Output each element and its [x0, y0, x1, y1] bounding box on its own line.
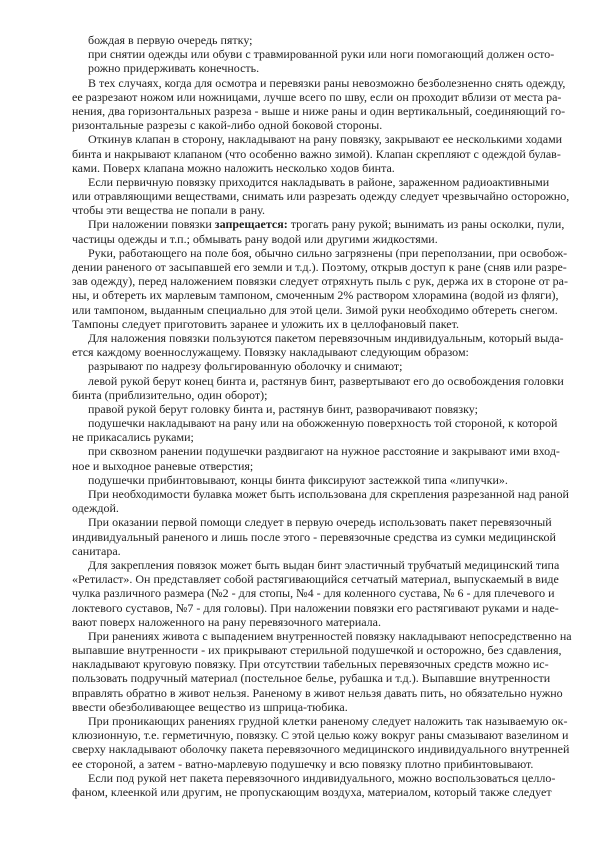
- text-line: не прикасались руками;: [72, 430, 194, 445]
- text-line: при снятии одежды или обуви с травмированной руки или ноги помогающий должен осто-: [88, 47, 555, 62]
- text-line: санитара.: [72, 543, 121, 558]
- paragraph: [72, 628, 572, 714]
- text-line: «Ретиласт». Он представляет собой растягивающийся сетчатый материал, выпускаемый в виде: [72, 572, 559, 587]
- paragraph: [72, 359, 520, 373]
- text-line: бинта (приблизительно, один оборот);: [72, 387, 268, 402]
- text-line: вают поверх наложенного на рану перевязочного материала.: [72, 614, 381, 629]
- text-line: Откинув клапан в сторону, накладывают на рану повязку, закрывают ее несколькими ходами: [88, 132, 563, 147]
- paragraph: [72, 174, 570, 218]
- paragraph: [72, 75, 566, 133]
- text-line: ками. Поверх клапана можно наложить несколько ходов бинта.: [72, 160, 395, 175]
- document-page: [72, 33, 572, 799]
- text-line: разрывают по надрезу фольгированную оболочку и снимают;: [88, 359, 403, 374]
- paragraph: [72, 132, 563, 175]
- bold-emphasis: запрещается:: [214, 217, 288, 232]
- text-line: Руки, работающего на поле боя, обычно сильно загрязнены (при переползании, при освобож-: [88, 245, 568, 260]
- text-line: ввести обезболивающее вещество из шприца-тюбика.: [72, 699, 348, 714]
- text-line: В тех случаях, когда для осмотра и перевязки раны невозможно безболезненно снять одежду,: [88, 75, 566, 90]
- text-line: бинта и накрывают клапаном (что особенно важно зимой). Клапан скрепляют с одеждой булав-: [72, 146, 561, 161]
- paragraph: [72, 444, 560, 473]
- text-line: ны, и обтереть их марлевым тампоном, смоченным 2% раствором хлорамина (водой из фляги),: [72, 288, 559, 303]
- paragraph: [72, 373, 564, 402]
- text-line: вправлять обратно в живот нельзя. Раненому в живот нельзя давать пить, но обязательно нужно: [72, 685, 563, 700]
- text-line: правой рукой берут головку бинта и, растянув бинт, разворачивают повязку;: [88, 401, 478, 416]
- text-line: Тампоны следует приготовить заранее и уложить их в целлофановый пакет.: [72, 316, 459, 331]
- text-line: ее разрезают ножом или ножницами, лучше всего по шву, если он проходит вблизи от места ра-: [72, 89, 562, 104]
- text-line: накладывают круговую повязку. При отсутствии табельных перевязочных средств можно ис-: [72, 657, 549, 672]
- text-line: частицы одежды и т.п.; обмывать рану водой или другими жидкостями.: [72, 231, 438, 246]
- text-line: Если под рукой нет пакета перевязочного индивидуального, можно воспользоваться целло-: [88, 770, 556, 785]
- text-line: или тампоном, выданным специально для этой цели. Зимой руки необходимо обтереть снегом.: [72, 302, 558, 317]
- text-line: Для закрепления повязок может быть выдан бинт эластичный трубчатый медицинский типа: [88, 557, 560, 572]
- paragraph: [72, 487, 569, 516]
- text-line: [72, 217, 565, 232]
- text-line: ное и выходное раневые отверстия;: [72, 458, 254, 473]
- text-line: ризонтальные разрезы с какой-либо одной боковой стороны.: [72, 118, 383, 133]
- text-line: одеждой.: [72, 501, 119, 516]
- text-line: При оказании первой помощи следует в первую очередь использовать пакет перевязочный: [88, 515, 552, 530]
- text-segment: При наложении повязки: [88, 217, 215, 232]
- text-line: Для наложения повязки пользуются пакетом перевязочным индивидуальным, который выда-: [88, 330, 564, 345]
- text-line: локтевого суставов, №7 - для головы). При наложении повязки его растягивают руками и наде-: [72, 600, 559, 615]
- text-line: пользовать подручный материал (постельное белье, рубашка и т.д.). Выпавшие внутренности: [72, 671, 551, 686]
- paragraph: [72, 402, 520, 416]
- text-line: Если первичную повязку приходится накладывать в районе, зараженном радиоактивными: [88, 174, 550, 189]
- text-segment: трогать рану рукой; вынимать из раны осколки, пули,: [287, 217, 565, 232]
- text-line: фаном, клеенкой или другим, не пропускающим воздуха, материалом, который также следует: [72, 784, 552, 799]
- text-line: или отравляющими веществами, снимать или разрезать одежду следует чрезвычайно осторожно,: [72, 189, 570, 204]
- text-line: бождая в первую очередь пятку;: [88, 33, 253, 47]
- text-line: при сквозном ранении подушечки раздвигают на нужное расстояние и закрывают ими вход-: [88, 444, 560, 459]
- text-line: ется каждому военнослужащему. Повязку накладывают следующим образом:: [72, 345, 469, 360]
- text-line: При проникающих ранениях грудной клетки раненому следует наложить так называемую ок-: [88, 714, 568, 728]
- paragraph: [72, 473, 520, 487]
- paragraph: [72, 47, 555, 76]
- text-line: нения, два горизонтальных разреза - выше и ниже раны и один вертикальный, соединяющий го-: [72, 103, 566, 118]
- text-line: дении раненого от засыпавшей его земли и т.д.). Поэтому, открыв доступ к ране (сняв или разре-: [72, 260, 567, 274]
- text-line: При ранениях живота с выпадением внутренностей повязку накладывают непосредственно на: [88, 628, 572, 643]
- text-line: При необходимости булавка может быть использована для скрепления разрезанной над раной: [88, 487, 569, 501]
- text-line: ее стороной, а затем - ватно-марлевую подушечку и всю повязку плотно прибинтовывают.: [72, 756, 534, 771]
- text-line: чтобы эти вещества не попали в рану.: [72, 203, 265, 218]
- text-line: чулка различного размера (№2 - для стопы, №4 - для коленного сустава, № 6 - для плечевого и: [72, 586, 555, 601]
- paragraph: [72, 330, 564, 360]
- paragraph: [72, 770, 556, 799]
- text-line: левой рукой берут конец бинта и, растянув бинт, развертывают его до освобождения головки: [88, 373, 564, 388]
- paragraph: [72, 217, 565, 246]
- text-line: зав одежду), перед наложением повязки следует отряхнуть пыль с рук, держа их в стороне от ра-: [72, 274, 568, 289]
- text-line: рожно придерживать конечность.: [88, 61, 260, 76]
- paragraph: [72, 515, 556, 558]
- text-line: подушечки накладывают на рану или на обожженную поверхность той стороной, к которой: [88, 416, 558, 431]
- paragraph: [72, 714, 570, 771]
- paragraph: [72, 245, 568, 331]
- paragraph: [72, 416, 558, 445]
- text-line: клюзионную, т.е. герметичную, повязку. С этой целью кожу вокруг раны смазывают вазелином и: [72, 728, 569, 743]
- paragraph: [72, 33, 520, 47]
- text-line: индивидуальный раненого и лишь после этого - перевязочные средства из сумки медицинской: [72, 529, 556, 544]
- text-line: выпавшие внутренности - их прикрывают стерильной подушечкой и осторожно, без сдавления,: [72, 643, 562, 658]
- text-line: подушечки прибинтовывают, концы бинта фиксируют застежкой типа «липучки».: [88, 472, 508, 487]
- text-line: сверху накладывают оболочку пакета перевязочного медицинского индивидуального внутренней: [72, 742, 570, 757]
- paragraph: [72, 557, 560, 629]
